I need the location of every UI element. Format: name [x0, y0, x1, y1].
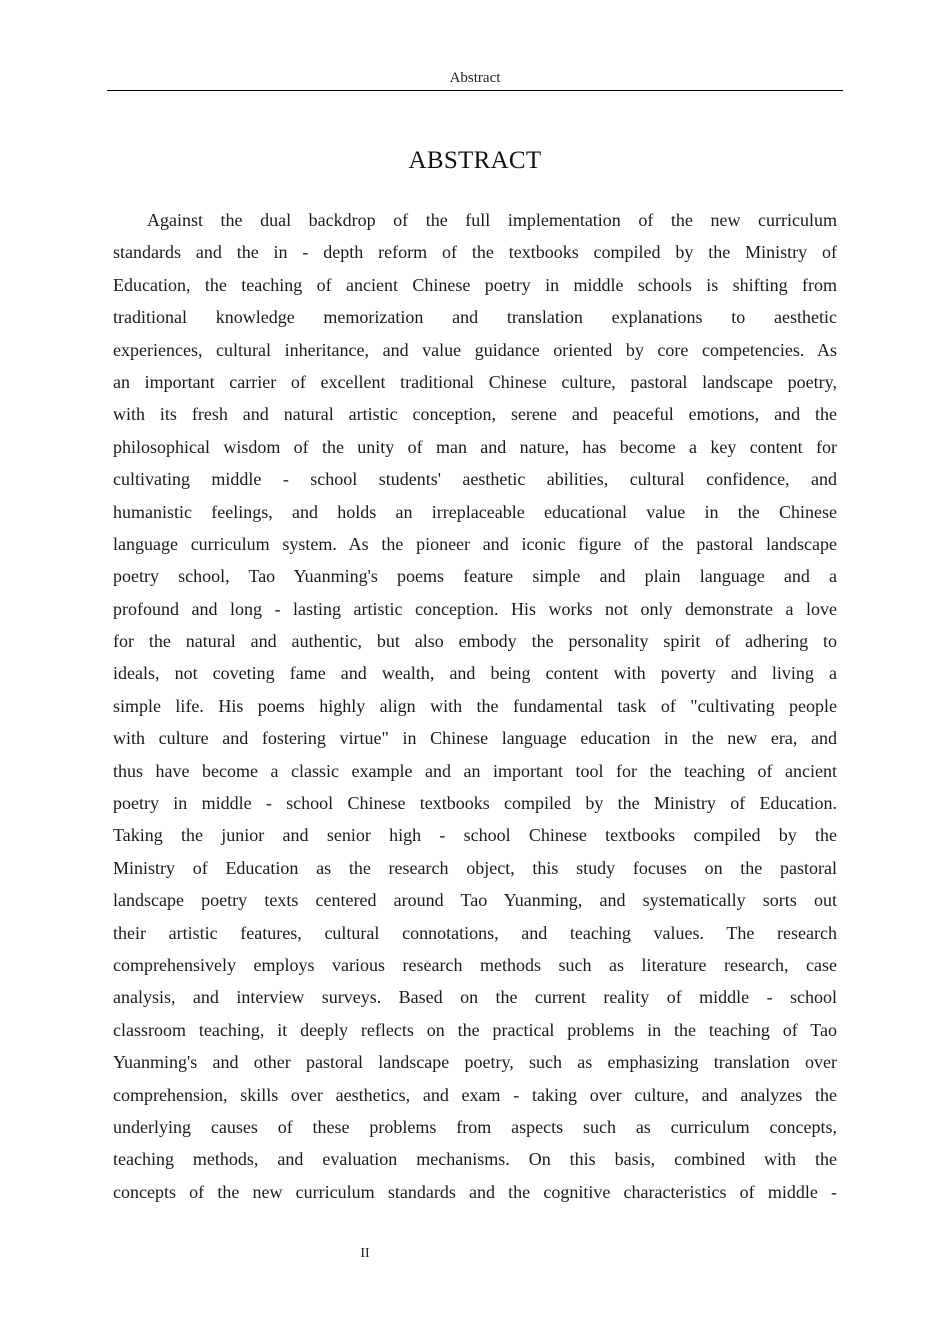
abstract-body [113, 204, 837, 1208]
running-header-title: Abstract [449, 70, 501, 86]
body-line: underlying causes of these problems from aspects such as curriculum concepts, [113, 1116, 837, 1137]
body-line: Ministry of Education as the research object, this study focuses on the pastoral [113, 857, 837, 878]
running-header [107, 68, 843, 91]
body-line: poetry school, Tao Yuanming's poems feature simple and plain language and a [113, 566, 837, 587]
body-line: analysis, and interview surveys. Based on the current reality of middle - school [113, 987, 837, 1008]
body-line: Education, the teaching of ancient Chinese poetry in middle schools is shifting from [113, 274, 837, 295]
body-line: experiences, cultural inheritance, and value guidance oriented by core competencies. As [113, 339, 837, 360]
body-line: humanistic feelings, and holds an irreplaceable educational value in the Chinese [113, 501, 837, 522]
page-number: II [360, 1246, 370, 1261]
body-line: comprehension, skills over aesthetics, and exam - taking over culture, and analyzes the [113, 1084, 837, 1105]
body-line: poetry in middle - school Chinese textbooks compiled by the Ministry of Education. [113, 793, 837, 814]
abstract-title: ABSTRACT [408, 147, 542, 174]
body-line: simple life. His poems highly align with the fundamental task of "cultivating people [113, 695, 837, 716]
body-line: teaching methods, and evaluation mechanisms. On this basis, combined with the [113, 1149, 837, 1170]
body-line: landscape poetry texts centered around Tao Yuanming, and systematically sorts out [113, 890, 837, 911]
body-line: thus have become a classic example and an important tool for the teaching of ancient [113, 760, 837, 781]
body-line: an important carrier of excellent traditional Chinese culture, pastoral landscape poetry, [113, 371, 837, 392]
body-line: classroom teaching, it deeply reflects on the practical problems in the teaching of Tao [113, 1019, 837, 1040]
body-line: cultivating middle - school students' aesthetic abilities, cultural confidence, and [113, 469, 837, 490]
body-line: with its fresh and natural artistic conception, serene and peaceful emotions, and the [113, 404, 837, 425]
body-line: Taking the junior and senior high - school Chinese textbooks compiled by the [113, 825, 837, 846]
body-line: concepts of the new curriculum standards and the cognitive characteristics of middle - [113, 1181, 837, 1202]
body-line: comprehensively employs various research methods such as literature research, case [113, 954, 837, 975]
body-line: Yuanming's and other pastoral landscape poetry, such as emphasizing translation over [113, 1052, 837, 1073]
body-line: with culture and fostering virtue" in Chinese language education in the new era, and [113, 728, 837, 749]
body-line: philosophical wisdom of the unity of man and nature, has become a key content for [113, 436, 837, 457]
body-line: traditional knowledge memorization and translation explanations to aesthetic [113, 307, 837, 328]
body-line: for the natural and authentic, but also embody the personality spirit of adhering to [113, 631, 837, 652]
body-line: language curriculum system. As the pioneer and iconic figure of the pastoral landscape [113, 533, 837, 554]
body-line: Against the dual backdrop of the full implementation of the new curriculum [147, 210, 837, 230]
body-line: ideals, not coveting fame and wealth, and being content with poverty and living a [113, 663, 837, 684]
body-line: standards and the in - depth reform of the textbooks compiled by the Ministry of [113, 242, 837, 263]
body-line: profound and long - lasting artistic conception. His works not only demonstrate a love [113, 598, 837, 619]
body-line: their artistic features, cultural connotations, and teaching values. The research [113, 922, 837, 943]
